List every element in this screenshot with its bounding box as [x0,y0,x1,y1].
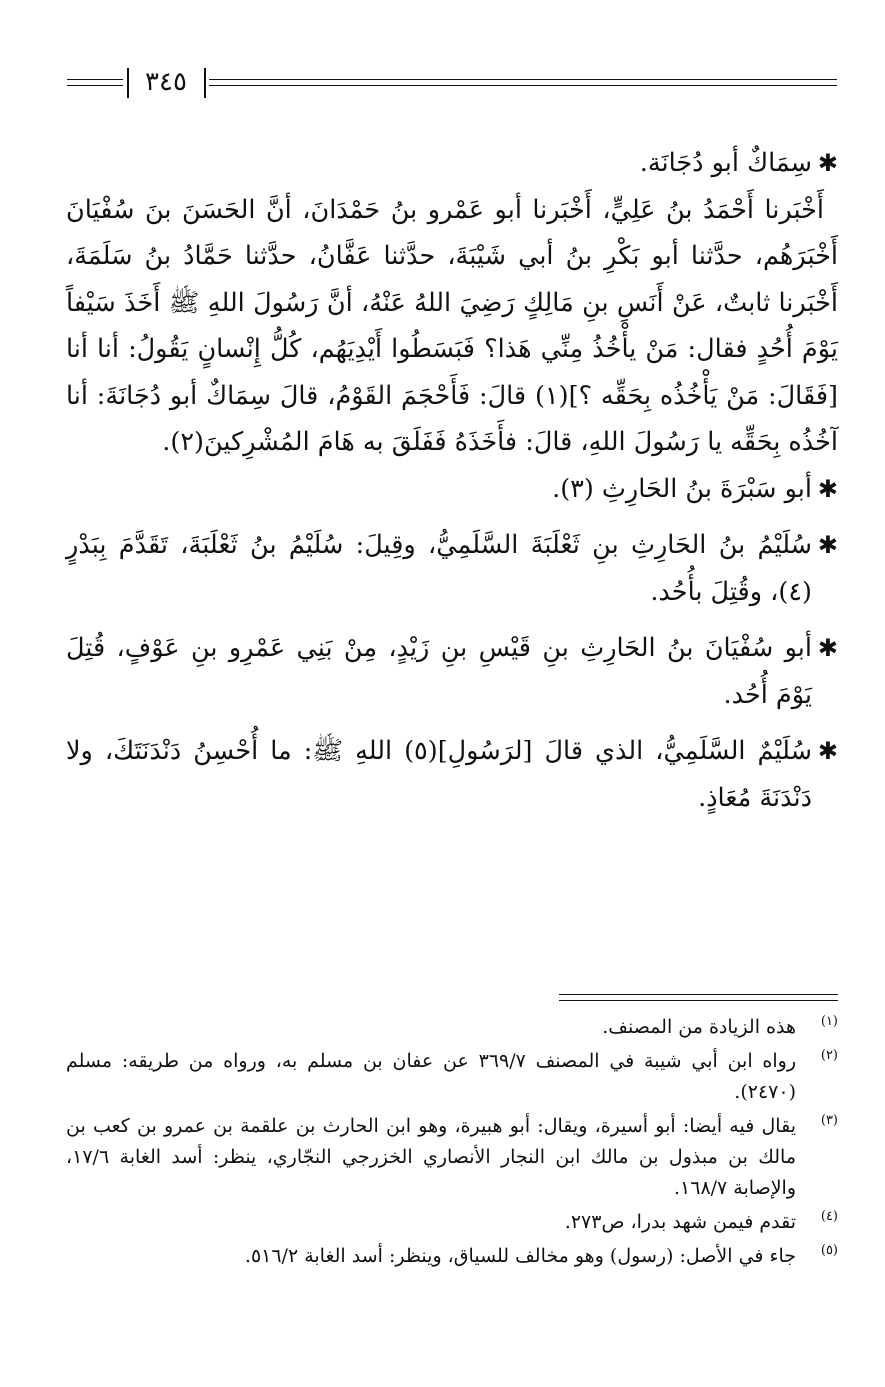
asterisk-icon: ✱ [817,474,838,503]
header-divider [127,68,129,98]
asterisk-icon: ✱ [817,531,838,559]
footnotes [66,1012,838,1275]
footnote-text: يقال فيه أيضا: أبو أسيرة، ويقال: أبو هبيرة، وهو ابن الحارث بن علقمة بن عمرو بن كعب بن مالك بن مبذول بن مالك ابن النجار الأنصاري الخزرجي النجّاري، ينظر: أسد الغابة ١٧/٦، والإصابة ١٦٨/٧. [66,1115,796,1199]
entry-text: سُلَيْمٌ السَّلَمِيُّ، الذي قالَ [لرَسُولِ](٥) اللهِ ﷺ: ما أُحْسِنُ دَنْدَنَتَكَ، ولا دَنْدَنَةَ مُعَاذٍ. [66,736,812,813]
header-rule-left [67,79,123,86]
entry-heading [66,522,838,615]
asterisk-icon: ✱ [817,737,838,765]
footnote [66,1241,838,1272]
entry-heading [66,625,838,718]
asterisk-icon: ✱ [817,149,838,177]
page-header [67,68,837,100]
main-text [66,140,838,821]
entry-heading [66,140,838,187]
hadith-paragraph: أَخْبَرنا أَحْمَدُ بنُ عَلِيٍّ، أَخْبَرنا أبو عَمْرو بنُ حَمْدَانَ، أنَّ الحَسَنَ بنَ سُفْيَانَ أَخْبَرَهُم، حدَّثنا أبو بَكْرِ بنُ أبي شَيْبَةَ، حدَّثنا عَفَّانُ، حدَّثنا حَمَّادُ بنُ سَلَمَةَ، أَخْبَرنا ثابتٌ، عَنْ أَنَسِ بنِ مَالِكٍ رَضِيَ اللهُ عَنْهُ، أنَّ رَسُولَ اللهِ ﷺ أَخَذَ سَيْفاً يَوْمَ أُحُدٍ فقال: مَنْ يأْخُذُ مِنِّي هَذا؟ فَبَسَطُوا أَيْدِيَهُم، كُلُّ إِنْسانٍ يَقُولُ: أنا أنا [فَقَالَ: مَنْ يَأْخُذُه بِحَقِّه ؟](١) قالَ: فَأَحْجَمَ القَوْمُ، قالَ سِمَاكٌ أبو دُجَانَةَ: أنا آخُذُه بِحَقِّه يا رَسُولَ اللهِ، قالَ: فأَخَذَهُ فَفَلَقَ به هَامَ المُشْرِكينَ(٢). [66,194,838,457]
entry-heading [66,466,838,513]
entry-text: سُلَيْمُ بنُ الحَارِثِ بنِ ثَعْلَبَةَ السَّلَمِيُّ، وقِيلَ: سُلَيْمُ بنُ ثَعْلَبَةَ، تَقَدَّمَ بِبَدْرٍ (٤)، وقُتِلَ بأُحُد. [66,530,812,607]
footnote [66,1111,838,1204]
footnote-separator [559,994,838,995]
footnote-text: تقدم فيمن شهد بدرا، ص٢٧٣. [564,1211,796,1233]
footnote-separator [559,1000,838,1001]
footnote-number: (٢) [820,1048,838,1063]
footnote-number: (٥) [820,1243,838,1258]
entry-text: أبو سَبْرَةَ بنُ الحَارِثِ (٣). [552,473,812,504]
header-rule-right [209,79,837,86]
footnote [66,1046,838,1108]
header-divider [204,68,206,98]
footnote-text: جاء في الأصل: (رسول) وهو مخالف للسياق، وينظر: أسد الغابة ٥١٦/٢. [244,1245,796,1267]
footnote-number: (٤) [820,1209,838,1224]
entry-text: سِمَاكٌ أبو دُجَانَة. [639,148,812,178]
page-number: ٣٤٥ [145,67,187,97]
entry-heading [66,728,838,821]
footnote [66,1207,838,1238]
footnote-text: رواه ابن أبي شيبة في المصنف ٣٦٩/٧ عن عفان بن مسلم به، ورواه من طريقه: مسلم (٢٤٧٠). [66,1050,796,1103]
footnote-number: (٣) [820,1113,838,1128]
footnote-number: (١) [820,1014,838,1029]
footnote [66,1012,838,1043]
entry-text: أبو سُفْيَانَ بنُ الحَارِثِ بنِ قَيْسِ بنِ زَيْدٍ، مِنْ بَنِي عَمْرِو بنِ عَوْفٍ، قُتِلَ يَوْمَ أُحُد. [66,633,812,710]
footnote-text: هذه الزيادة من المصنف. [602,1016,796,1038]
asterisk-icon: ✱ [817,634,838,662]
